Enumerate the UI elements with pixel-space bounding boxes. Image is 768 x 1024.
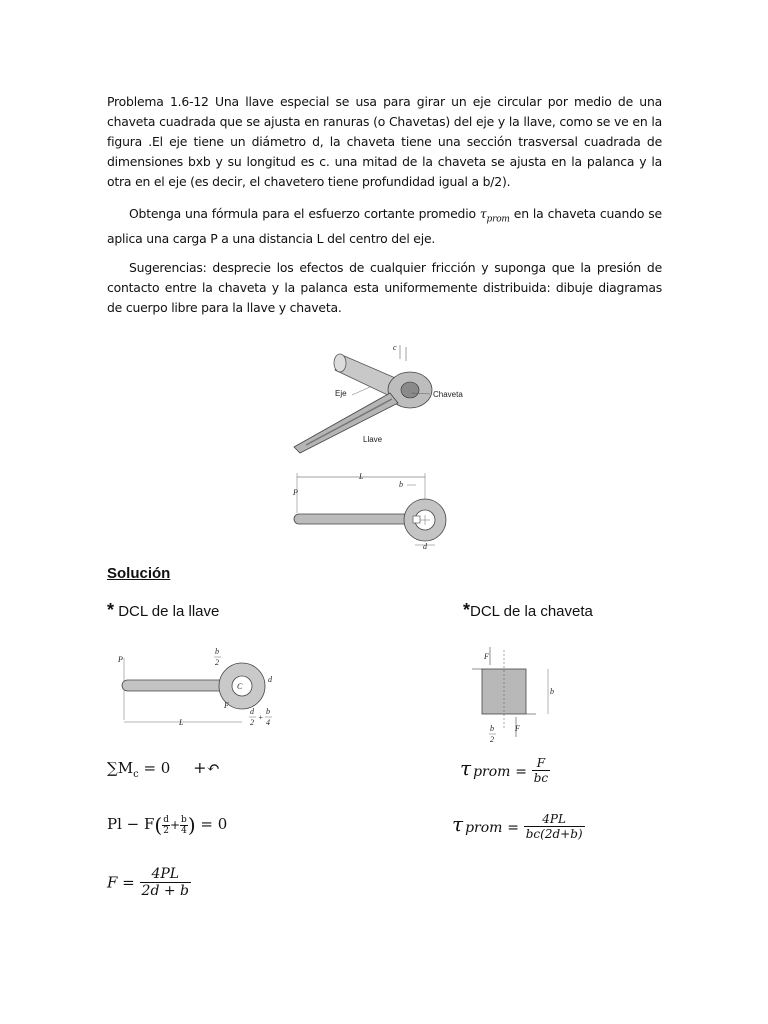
eq2-rhs: = 0 [195,815,228,833]
problem-paragraph [107,92,662,192]
tau2-symbol: τ [452,812,464,836]
eq-tau-2: τ prom = $\frac{4PL}{bc(2d+b)}$ [452,812,583,841]
llave-plus: + [258,713,264,722]
eq-force [107,866,191,899]
problem-figure [280,335,480,555]
llave-C: C [237,682,243,691]
eq2-lhs: Pl − F [107,815,155,833]
llave-b-top: b [215,647,219,656]
frac-d-2: $\frac{d}{2}$ [163,814,169,836]
task-text-a: Obtenga una fórmula para el esfuerzo cortante promedio [129,206,480,221]
eq3-num: 4PL [140,866,191,883]
llave-P: P [118,655,123,664]
bullet-chaveta: * [463,600,471,620]
eq4-den: bc [533,771,549,785]
solution-title: Solución [107,565,171,582]
chaveta-2-bottom: 2 [490,735,494,744]
llave-d-right: d [268,675,272,684]
eq1-sub: c [133,769,139,780]
task-paragraph [107,204,662,249]
problem-text: Problema 1.6-12 Una llave especial se usa para girar un eje circular por medio de una chaveta cuadrada que se ajusta en ranuras (o Chavetas) del eje y la llave, como se ve en la figura .El eje tiene un diámetro d, la chaveta tiene una sección trasversal cuadrada de dimensiones bxb y su longitud es c. una mitad de la chaveta se ajusta en la palanca y la otra en el eje (es decir, el chavetero tiene profundidad igual a b/2). [107,94,662,189]
chaveta-F-bottom: F [515,724,520,733]
llave-4-bottom: 4 [266,718,270,727]
tau-symbol: τ [479,206,487,221]
dcl-chaveta-heading [463,600,593,621]
bullet-llave: * [107,600,115,620]
task-text-b: en la chaveta cuando se aplica una carga P a una distancia L del centro del eje. [107,206,662,247]
llave-2-top: 2 [215,658,219,667]
eq5-den: bc(2d+b) [525,827,583,841]
eq1-main: ∑M [107,759,134,777]
wrench-plan-drawing [292,472,446,551]
eq-tau-1: τ prom = $\frac{F}{bc}$ [460,756,549,785]
llave-b-bottom: b [266,707,270,716]
tau-subscript: prom [486,214,510,225]
eq5-num: 4PL [524,812,585,827]
eq3-fraction [140,866,191,899]
hints-text: Sugerencias: desprecie los efectos de cualquier fricción y suponga que la presión de contacto entre la chaveta y la palanca esta uniformemente distribuida: dibuje diagramas de cuerpo libre para la llave y chaveta. [107,260,662,315]
llave-d-bottom: d [250,707,254,716]
dcl-chaveta-label: DCL de la chaveta [470,603,593,620]
llave-L: L [179,718,184,727]
chaveta-F-top: F [484,652,489,661]
label-c: c [393,343,397,352]
tau2-prom: prom [465,820,503,836]
label-d: d [423,542,427,551]
eq5-fraction [524,812,585,841]
eq3-den: 2d + b [141,883,189,899]
hints-paragraph [107,258,662,318]
label-chaveta: Chaveta [433,390,463,399]
dcl-chaveta-figure [470,645,570,745]
dcl-llave-heading [107,600,219,621]
tau1-symbol: τ [460,756,472,780]
eq-moment-balance: Pl − F( $\frac{d}{2}$ + $\frac{b}{4}$ ) = 0 [107,813,228,837]
tau1-prom: prom [473,764,511,780]
chaveta-b-bottom: b [490,724,494,733]
label-b: b [399,480,403,489]
wrench-3d-drawing [294,343,463,453]
eq3-lhs: F = [107,873,135,892]
frac-b-4: $\frac{b}{4}$ [181,814,187,836]
label-llave: Llave [363,435,383,444]
eq1-rest: = 0 [138,759,171,777]
eq-moment-sum [107,758,220,780]
dcl-llave-label: DCL de la llave [118,603,220,620]
eq4-fraction [532,756,550,785]
label-P: P [293,488,298,497]
label-eje: Eje [335,389,347,398]
llave-2-bottom: 2 [250,718,254,727]
label-L: L [359,472,364,481]
rotation-sign-icon: +↶ [193,758,220,777]
chaveta-b-right: b [550,687,554,696]
eq4-num: F [532,756,550,771]
llave-F: F [224,701,229,710]
dcl-llave-figure [110,640,285,735]
